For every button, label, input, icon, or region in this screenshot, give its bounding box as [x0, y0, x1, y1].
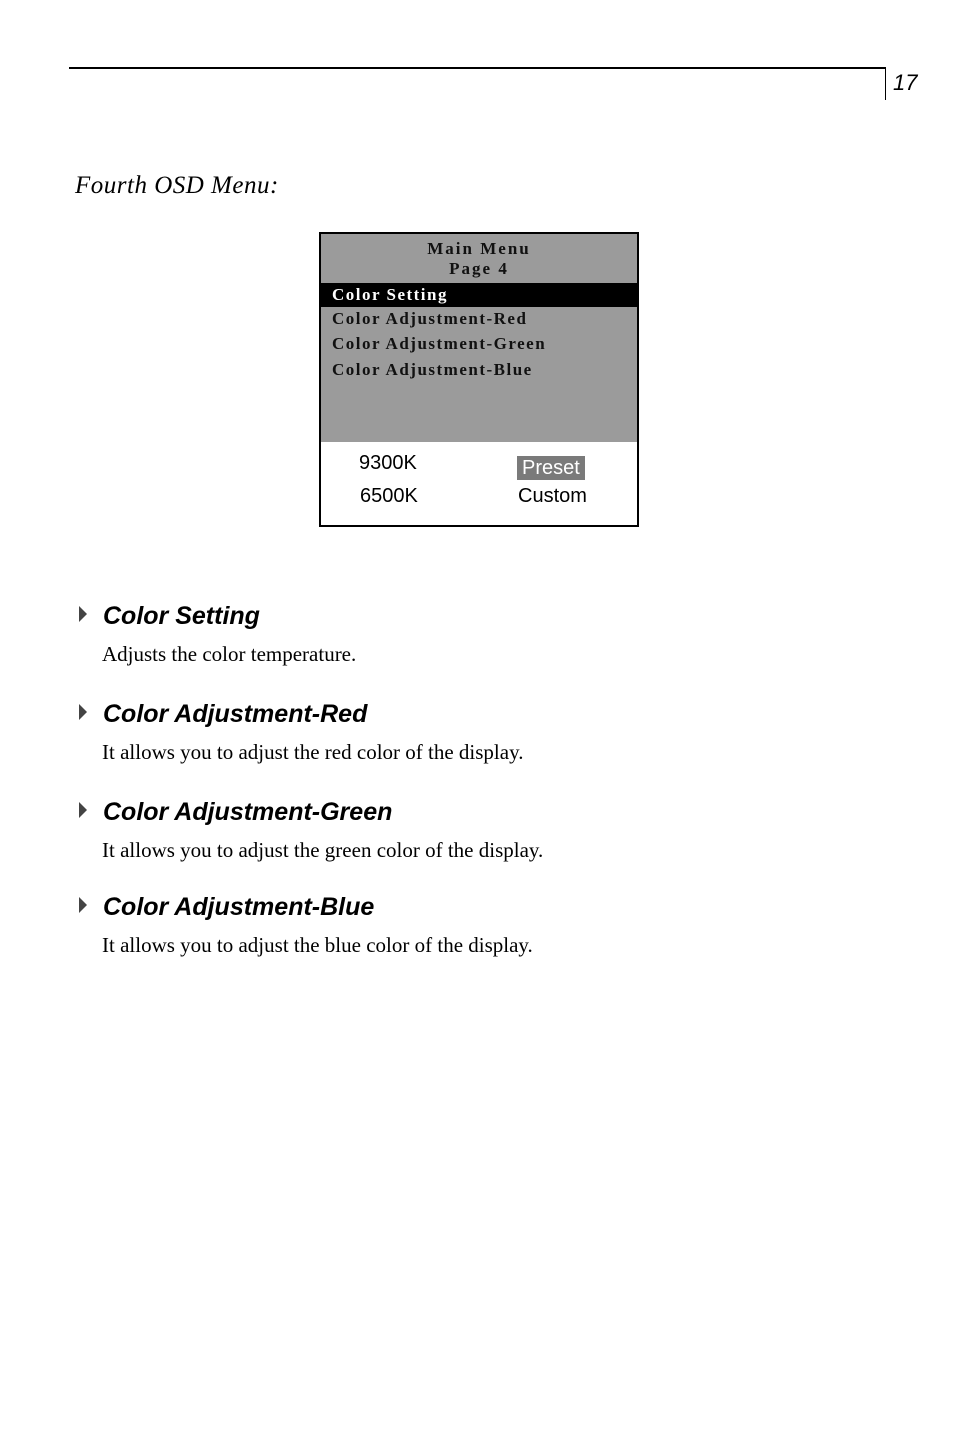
- osd-option-custom[interactable]: Custom: [518, 485, 587, 507]
- triangle-right-icon: [79, 897, 87, 913]
- triangle-right-icon: [79, 704, 87, 720]
- description-text: It allows you to adjust the green color of the display.: [102, 838, 544, 862]
- triangle-right-icon: [79, 802, 87, 818]
- triangle-right-icon: [79, 606, 87, 622]
- header-rule: [69, 67, 886, 69]
- description-heading: Color Adjustment-Blue: [103, 893, 375, 921]
- osd-item-color-adjustment-green[interactable]: Color Adjustment-Green: [332, 334, 547, 353]
- osd-item-color-setting[interactable]: Color Setting: [321, 283, 637, 307]
- description-color-adjustment-blue: [0, 893, 954, 977]
- osd-menu-panel: [321, 234, 637, 442]
- osd-option-preset[interactable]: Preset: [517, 456, 585, 480]
- description-heading: Color Setting: [103, 602, 260, 630]
- description-color-setting: [0, 602, 954, 686]
- osd-menu-figure: [319, 232, 639, 527]
- page-number: 17: [893, 70, 918, 95]
- osd-menu-page: Page 4: [449, 259, 509, 278]
- description-color-adjustment-red: [0, 700, 954, 784]
- osd-option-9300k[interactable]: 9300K: [359, 452, 417, 474]
- osd-menu-title: Main Menu: [427, 239, 531, 258]
- section-title: Fourth OSD Menu:: [75, 172, 279, 199]
- osd-option-6500k[interactable]: 6500K: [360, 485, 418, 507]
- osd-item-color-adjustment-red[interactable]: Color Adjustment-Red: [332, 309, 528, 328]
- description-text: It allows you to adjust the red color of the display.: [102, 740, 524, 764]
- osd-item-color-adjustment-blue[interactable]: Color Adjustment-Blue: [332, 360, 533, 379]
- description-heading: Color Adjustment-Green: [103, 798, 393, 826]
- description-text: It allows you to adjust the blue color of the display.: [102, 933, 533, 957]
- description-heading: Color Adjustment-Red: [103, 700, 368, 728]
- description-color-adjustment-green: [0, 798, 954, 882]
- header-tick: [885, 67, 886, 100]
- description-text: Adjusts the color temperature.: [102, 642, 357, 666]
